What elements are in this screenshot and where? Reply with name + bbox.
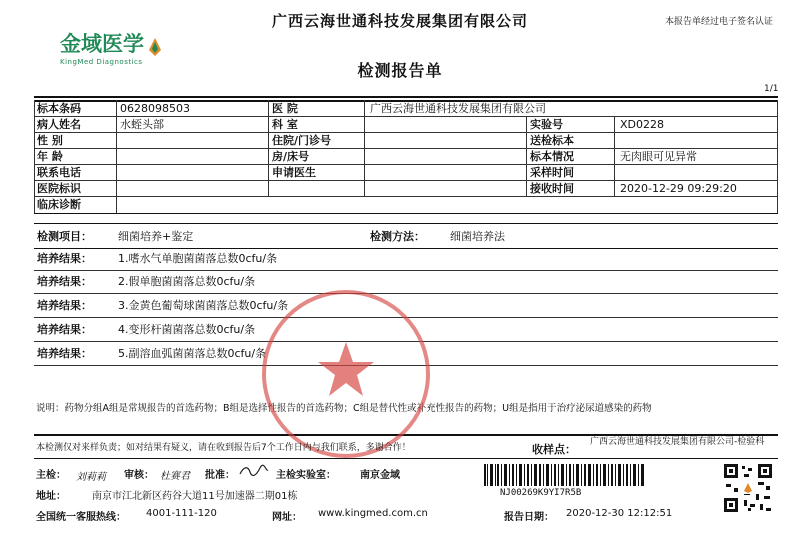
bed-label: 房/床号 [272, 150, 310, 163]
tester-signature: 刘莉莉 [76, 472, 106, 483]
phone-label: 联系电话 [37, 166, 81, 179]
result-value: 4.变形杆菌菌落总数0cfu/条 [118, 323, 256, 336]
sex-label: 性 别 [37, 134, 63, 147]
specimen-label: 标本情况 [530, 150, 574, 163]
hospital-label: 医 院 [272, 102, 298, 115]
specimen-value: 无肉眼可见异常 [620, 150, 697, 163]
logo-subtitle: KingMed Diagnostics [60, 58, 143, 66]
sample-time-label: 采样时间 [530, 166, 574, 179]
official-seal-stamp [262, 290, 430, 458]
disclaimer-text: 本检测仅对来样负责；如对结果有疑义，请在收到报告后7个工作日内与我们联系，多谢合作！ [36, 443, 411, 453]
receiver-value: 广西云海世通科技发展集团有限公司-检验科 [590, 437, 765, 447]
barcode-text: NJ00269K9YI7R5B [500, 488, 582, 498]
receive-value: 2020-12-29 09:29:20 [620, 182, 737, 195]
company-title: 广西云海世通科技发展集团有限公司 [271, 12, 528, 30]
lab-value: 南京金域 [360, 470, 400, 481]
test-item-value: 细菌培养+鉴定 [118, 230, 194, 243]
hospital-value: 广西云海世通科技发展集团有限公司 [370, 102, 546, 115]
report-date-value: 2020-12-30 12:12:51 [566, 508, 673, 519]
hospital-id-label: 医院标识 [37, 182, 81, 195]
lab-no-label: 实验号 [530, 118, 563, 131]
diagnosis-label: 临床诊断 [37, 198, 81, 211]
qr-code [722, 462, 774, 514]
dept-label: 科 室 [272, 118, 298, 131]
lab-no-value: XD0228 [620, 118, 664, 131]
hotline-label: 全国统一客服热线： [36, 512, 126, 523]
receive-label: 接收时间 [530, 182, 574, 195]
approver-signature [238, 462, 270, 480]
test-method-label: 检测方法： [370, 230, 425, 243]
result-value: 1.嗜水气单胞菌菌落总数0cfu/条 [118, 252, 278, 265]
footer-rule [34, 458, 778, 459]
receiver-label: 收样点： [532, 443, 576, 456]
hotline-value: 4001-111-120 [146, 508, 217, 519]
report-barcode [484, 464, 644, 486]
result-label: 培养结果： [37, 275, 92, 288]
barcode-value: 0628098503 [120, 102, 190, 115]
test-item-label: 检测项目： [37, 230, 92, 243]
reviewer-signature: 杜赛君 [160, 471, 190, 482]
doctor-label: 申请医生 [272, 166, 316, 179]
report-date-label: 报告日期： [504, 512, 554, 523]
address-value: 南京市江北新区药谷大道11号加速器二期01栋 [92, 491, 298, 502]
address-label: 地址： [36, 491, 66, 502]
approver-label: 批准： [205, 470, 235, 481]
age-label: 年 龄 [37, 150, 63, 163]
result-label: 培养结果： [37, 347, 92, 360]
inpatient-label: 住院/门诊号 [272, 134, 332, 147]
barcode-label: 标本条码 [37, 102, 81, 115]
result-value: 3.金黄色葡萄球菌菌落总数0cfu/条 [118, 299, 289, 312]
lab-label: 主检实验室： [276, 470, 336, 481]
sender-label: 送检标本 [530, 134, 574, 147]
website-label: 网址： [272, 512, 302, 523]
test-method-value: 细菌培养法 [450, 230, 505, 243]
website-value: www.kingmed.com.cn [318, 508, 428, 519]
page-number: 1/1 [764, 84, 779, 94]
result-label: 培养结果： [37, 323, 92, 336]
result-value: 2.假单胞菌菌落总数0cfu/条 [118, 275, 256, 288]
drug-group-explanation: 说明：药物分组A组是常规报告的首选药物；B组是选择性报告的首选药物；C组是替代性或补充性报告的药物；U组是指用于治疗泌尿道感染的药物 [36, 403, 652, 414]
signature-note: 本报告单经过电子签名认证 [665, 17, 774, 27]
seal-star-icon [316, 340, 376, 400]
top-rule [34, 96, 778, 98]
logo-mark-icon [147, 36, 163, 58]
report-title: 检测报告单 [357, 61, 443, 80]
tester-label: 主检： [36, 470, 66, 481]
result-label: 培养结果： [37, 252, 92, 265]
patient-label: 病人姓名 [37, 118, 81, 131]
logo-text: 金域医学 [60, 31, 144, 56]
result-value: 5.副溶血弧菌菌落总数0cfu/条 [118, 347, 267, 360]
patient-value: 水蛭头部 [120, 118, 164, 131]
result-label: 培养结果： [37, 299, 92, 312]
reviewer-label: 审核： [124, 470, 154, 481]
